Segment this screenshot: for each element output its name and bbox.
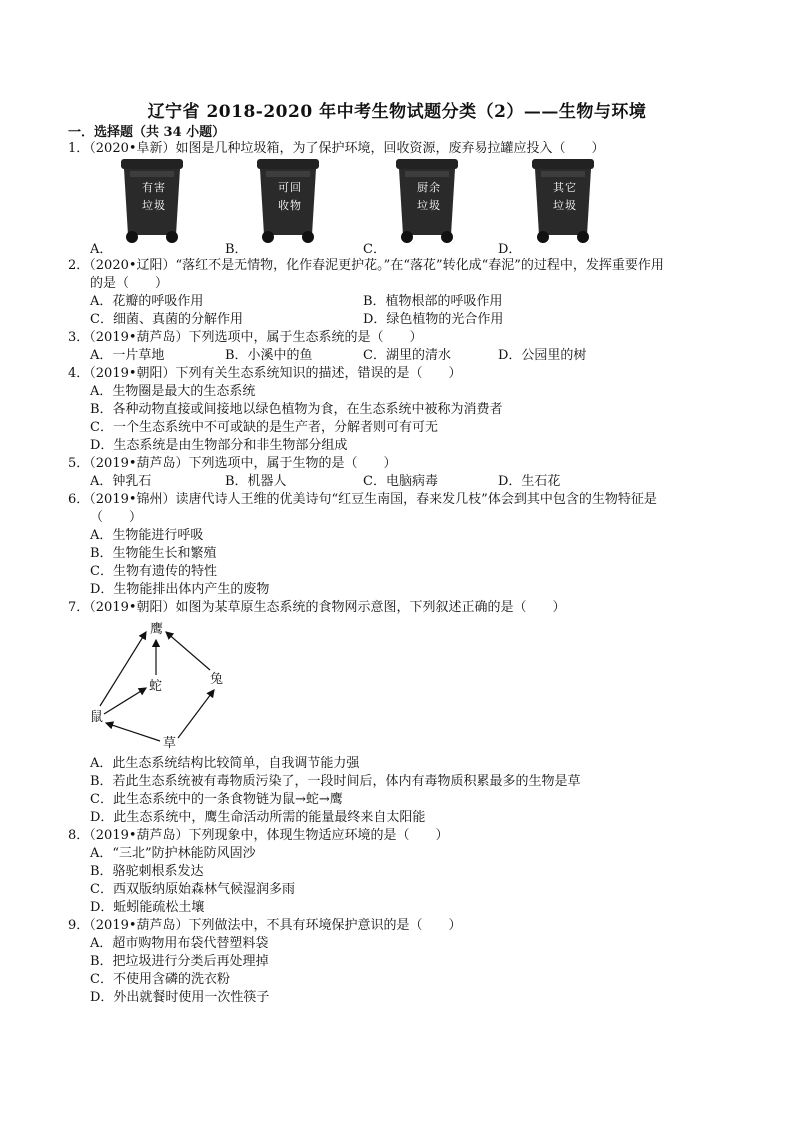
q1-option-b: B． <box>225 242 248 257</box>
q9-option-d: D．外出就餐时使用一次性筷子 <box>90 990 270 1005</box>
food-web-rabbit: 兔 <box>210 672 224 687</box>
q4-option-b: B．各种动物直接或间接地以绿色植物为食，在生态系统中被称为消费者 <box>90 402 503 417</box>
q8-option-c: C．西双版纳原始森林气候湿润多雨 <box>90 882 295 897</box>
q4-option-d: D．生态系统是由生物部分和非生物部分组成 <box>90 438 348 453</box>
recyclable-bin-icon <box>254 157 322 245</box>
q4-option-c: C．一个生态系统中不可或缺的是生产者，分解者则可有可无 <box>90 420 438 435</box>
q9-option-a: A．超市购物用布袋代替塑料袋 <box>90 936 269 951</box>
q3-option-a: A．一片草地 <box>90 348 165 363</box>
arrow-mouse-to-hawk <box>100 632 146 706</box>
q2-option-c: C．细菌、真菌的分解作用 <box>90 312 243 327</box>
bin-c-char-2: 余 <box>429 181 440 194</box>
q5-option-b: B．机器人 <box>225 474 287 489</box>
question-6-stem: 6．（2019•锦州）读唐代诗人王维的优美诗句“红豆生南国，春来发几枝”体会到其中包含的生物特征是 <box>68 492 657 507</box>
bin-c-char-3: 垃 <box>417 199 428 212</box>
q6-option-d: D．生物能排出体内产生的废物 <box>90 582 270 597</box>
q7-option-a: A．此生态系统结构比较简单，自我调节能力强 <box>90 756 360 771</box>
q7-option-c: C．此生态系统中的一条食物链为鼠→蛇→鹰 <box>90 792 343 807</box>
page-title: 辽宁省 2018-2020 年中考生物试题分类（2）——生物与环境 <box>147 102 647 122</box>
question-8-stem: 8．（2019•葫芦岛）下列现象中，体现生物适应环境的是（ ） <box>68 828 449 843</box>
bin-b-char-4: 物 <box>290 199 301 212</box>
q9-option-b: B．把垃圾进行分类后再处理掉 <box>90 954 269 969</box>
q2-option-a: A．花瓣的呼吸作用 <box>90 294 204 309</box>
q2-option-d: D．绿色植物的光合作用 <box>363 312 504 327</box>
food-web-hawk: 鹰 <box>150 622 164 637</box>
q3-option-d: D．公园里的树 <box>498 348 587 363</box>
question-9-stem: 9．（2019•葫芦岛）下列做法中，不具有环境保护意识的是（ ） <box>68 918 462 933</box>
arrow-grass-to-mouse <box>106 723 160 741</box>
q8-option-b: B．骆驼刺根系发达 <box>90 864 204 879</box>
other-waste-bin-icon <box>529 157 597 245</box>
food-web-diagram <box>60 618 310 758</box>
question-6-stem-cont: （ ） <box>90 510 143 525</box>
bin-a-char-2: 害 <box>154 181 165 194</box>
food-web-grass: 草 <box>163 736 177 751</box>
question-4-stem: 4．（2019•朝阳）下列有关生态系统知识的描述，错误的是（ ） <box>68 366 462 381</box>
food-web-mouse: 鼠 <box>90 710 104 725</box>
question-5-stem: 5．（2019•葫芦岛）下列选项中，属于生物的是（ ） <box>68 456 397 471</box>
q7-option-d: D．此生态系统中，鹰生命活动所需的能量最终来自太阳能 <box>90 810 426 825</box>
q3-option-c: C．湖里的清水 <box>363 348 451 363</box>
q6-option-a: A．生物能进行呼吸 <box>90 528 204 543</box>
q3-option-b: B．小溪中的鱼 <box>225 348 313 363</box>
bin-b-char-3: 收 <box>278 199 289 212</box>
q5-option-c: C．电脑病毒 <box>363 474 438 489</box>
bin-a-char-4: 圾 <box>154 199 165 212</box>
hazardous-waste-bin-icon <box>118 157 186 245</box>
arrow-grass-to-rabbit <box>178 690 214 738</box>
bin-d-char-4: 圾 <box>565 199 576 212</box>
q4-option-a: A．生物圈是最大的生态系统 <box>90 384 256 399</box>
bin-d-char-3: 垃 <box>553 199 564 212</box>
q1-option-d: D． <box>498 242 522 257</box>
arrow-rabbit-to-hawk <box>166 632 210 670</box>
q6-option-b: B．生物能生长和繁殖 <box>90 546 217 561</box>
kitchen-waste-bin-icon <box>393 157 461 245</box>
section-heading: 一．选择题（共 34 小题） <box>68 125 226 140</box>
bin-a-char-1: 有 <box>142 181 153 194</box>
bin-d-char-1: 其 <box>553 181 564 194</box>
q7-option-b: B．若此生态系统被有毒物质污染了，一段时间后，体内有毒物质积累最多的生物是草 <box>90 774 581 789</box>
question-2-stem: 2．（2020•辽阳）“落红不是无情物，化作春泥更护花。”在“落花”转化成“春泥”的过程中，发挥重要作用 <box>68 258 664 273</box>
q5-option-d: D．生石花 <box>498 474 561 489</box>
arrow-mouse-to-snake <box>104 688 146 714</box>
q1-option-c: C． <box>363 242 386 257</box>
q9-option-c: C．不使用含磷的洗衣粉 <box>90 972 230 987</box>
q5-option-a: A．钟乳石 <box>90 474 152 489</box>
food-web-snake: 蛇 <box>149 679 163 694</box>
question-2-stem-cont: 的是（ ） <box>90 276 169 291</box>
q2-option-b: B．植物根部的呼吸作用 <box>363 294 503 309</box>
question-3-stem: 3．（2019•葫芦岛）下列选项中，属于生态系统的是（ ） <box>68 330 423 345</box>
bin-d-char-2: 它 <box>565 181 576 194</box>
bin-b-char-1: 可 <box>278 181 289 194</box>
bin-b-char-2: 回 <box>290 181 301 194</box>
bin-c-char-1: 厨 <box>417 181 428 194</box>
question-7-stem: 7．（2019•朝阳）如图为某草原生态系统的食物网示意图，下列叙述正确的是（ ） <box>68 600 566 615</box>
q1-option-a: A． <box>90 242 113 257</box>
q8-option-a: A．“三北”防护林能防风固沙 <box>90 846 256 861</box>
bin-c-char-4: 圾 <box>429 199 440 212</box>
question-1-stem: 1．（2020•阜新）如图是几种垃圾箱，为了保护环境，回收资源，废弃易拉罐应投入（ ） <box>68 141 605 156</box>
q6-option-c: C．生物有遗传的特性 <box>90 564 217 579</box>
bin-a-char-3: 垃 <box>142 199 153 212</box>
q8-option-d: D．蚯蚓能疏松土壤 <box>90 900 205 915</box>
